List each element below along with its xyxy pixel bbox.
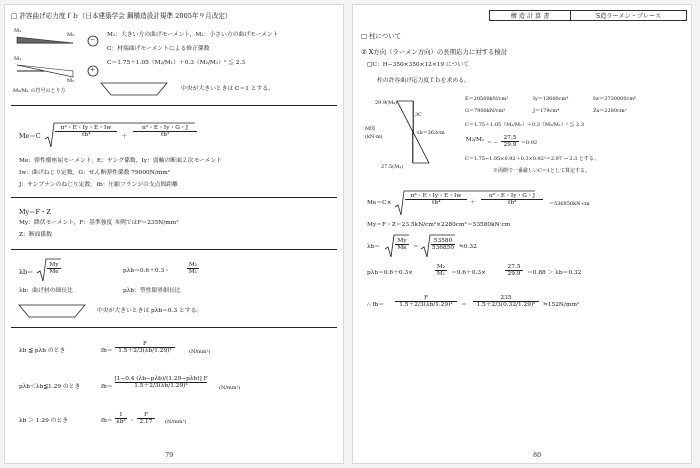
me-term2-den: ℓb² bbox=[160, 132, 170, 139]
section-heading-member: □C：H−350×350×12×19 について bbox=[367, 62, 469, 68]
me-term1-den: ℓb⁴ bbox=[81, 132, 91, 139]
me-def-1: Me：弾性横座屈モーメント，E：ヤング係数，Iy：弱軸の断面２次モーメント bbox=[19, 158, 222, 164]
diagram-m-label-2: (kN·m) bbox=[365, 134, 383, 140]
plambda-calc-den1: M₁ bbox=[436, 271, 446, 278]
lambda-b-def: λb：曲げ材の細長比 bbox=[19, 288, 73, 294]
header-cell-title: 構 造 計 算 書 bbox=[489, 10, 571, 21]
case1-num: F bbox=[142, 341, 148, 347]
ratio-frac bbox=[501, 135, 519, 148]
me-calc-term1-den: ℓb⁴ bbox=[431, 200, 441, 207]
prop-G: G＝7900kN/cm² bbox=[465, 108, 506, 114]
fb-calc-frac1 bbox=[395, 295, 457, 308]
case3-num2: F bbox=[143, 412, 149, 418]
me-term2 bbox=[133, 125, 197, 138]
me-lhs: Me＝C bbox=[19, 132, 41, 140]
lambda-calc-den2: 536850 bbox=[431, 245, 455, 252]
me-term1-num: π⁴・E・Iy・E・Iw bbox=[60, 125, 112, 131]
lambda-calc-frac1 bbox=[395, 238, 409, 251]
c-note: ※両側で一番厳しいC＝1として算定する。 bbox=[493, 168, 591, 174]
me-calc-lhs: Me＝C× bbox=[367, 200, 392, 206]
fb-calc-lhs: ∴ fb＝ bbox=[367, 302, 385, 308]
m-definition: M₁：大きい方の曲げモーメント，M₂：小さい方の曲げモーメント bbox=[107, 32, 279, 38]
my-equation: My＝F・Z bbox=[19, 208, 51, 216]
case2-num: [1−0.4 (λb−pλb)/(1.29−pλb)] F bbox=[114, 376, 208, 382]
prop-Iw: Iw＝3730000cm⁶ bbox=[593, 96, 637, 102]
m2-bot-label: M₂ bbox=[67, 78, 75, 84]
lambda-calc-result: ≒0.32 bbox=[459, 244, 477, 250]
case3-dot: ・ bbox=[129, 418, 135, 424]
fb-calc-num1: F bbox=[423, 295, 429, 301]
me-calc-term1-num: π⁴・E・Iy・E・Iw bbox=[410, 193, 462, 199]
lambda-b-den: Me bbox=[49, 269, 59, 276]
fb-calc-frac2 bbox=[473, 295, 539, 308]
intro-text: 柱の許容曲げ応力度ｆｂを求める。 bbox=[377, 78, 470, 84]
me-calc-result: ＝536850kN·cm bbox=[549, 201, 590, 207]
minus-sign: − bbox=[90, 37, 95, 43]
left-page-number: 79 bbox=[165, 451, 174, 459]
lambda-b-frac bbox=[47, 262, 61, 275]
m1-top-label: M₁ bbox=[14, 28, 22, 34]
m2-top-label: M₂ bbox=[67, 32, 75, 38]
c-calc-formula: C＝1.75＋1.05（M₂/M₁）＋0.3（M₂/M₁）² ≦ 2.3 bbox=[465, 122, 585, 128]
lambda-calc-num1: My bbox=[397, 238, 407, 244]
me-calc-plus: ＋ bbox=[470, 200, 476, 206]
divider-3 bbox=[11, 249, 337, 250]
left-page bbox=[4, 4, 344, 464]
ratio-lhs-text: M₂/M₁ bbox=[465, 137, 485, 143]
diagram-bottom-value: 27.5(M₁) bbox=[381, 164, 404, 170]
p-lambda-den: M₁ bbox=[188, 269, 198, 276]
case1-lhs: fb＝ bbox=[101, 348, 113, 354]
my-calc: My＝F・Z＝23.5kN/cm²×2280cm³＝53580kN·cm bbox=[367, 222, 511, 228]
trapezoid-moment-2 bbox=[19, 305, 89, 319]
c-definition: C：材端曲げモーメントによる修正係数 bbox=[107, 46, 210, 52]
case2-lhs: fb＝ bbox=[101, 384, 113, 390]
me-calc-term2 bbox=[481, 193, 543, 206]
section-heading-column: □ 柱について bbox=[361, 32, 401, 40]
m1-bot-label: M₁ bbox=[14, 56, 22, 62]
case3-frac2 bbox=[137, 412, 155, 425]
me-calc-term2-num: π²・E・Iy・G・J bbox=[488, 193, 536, 199]
case2-unit: (N/mm²) bbox=[219, 385, 241, 391]
me-calc-term1 bbox=[405, 193, 467, 206]
plus-sign: + bbox=[90, 67, 95, 73]
lambda-b-num: My bbox=[49, 262, 59, 268]
fb-calc-result: ≒152N/mm² bbox=[543, 302, 580, 308]
diagram-m-label-1: M図 bbox=[365, 126, 376, 132]
me-term2-num: π²・E・Iy・G・J bbox=[141, 125, 189, 131]
ratio-eq: ＝ − bbox=[487, 140, 498, 146]
p-lambda-b-eq: pλb＝0.6＋0.3・ bbox=[123, 268, 170, 274]
ratio-sign-caption: M₂/M₁ の符号のとり方 bbox=[13, 88, 66, 94]
prop-E: E＝20500kN/cm² bbox=[465, 96, 509, 102]
prop-J: J＝179cm⁴ bbox=[533, 108, 560, 114]
plambda-calc-num2: 27.5 bbox=[507, 264, 521, 270]
fb-calc-eq: ＝ bbox=[461, 302, 467, 308]
lambda-calc-num2: 53580 bbox=[433, 238, 453, 244]
case2-den: 1.5＋2/3(λb/1.29)² bbox=[134, 383, 188, 390]
ratio-value: ＝0.92 bbox=[521, 140, 538, 146]
divider-2 bbox=[11, 197, 337, 198]
lambda-calc-lhs: λb＝ bbox=[367, 244, 381, 250]
me-calc-term2-den: ℓb² bbox=[507, 200, 517, 207]
case3-unit: (N/mm²) bbox=[165, 419, 187, 425]
me-def-2: Iw：曲げねじり定数，G：せん断弾性係数 79000N/mm² bbox=[19, 170, 171, 176]
diagram-lb: ℓb＝363cm bbox=[417, 130, 445, 136]
right-page bbox=[352, 4, 692, 464]
c-result: C＝1.75−1.05×0.92＋0.3×0.92²＝2.97 → 2.3 とする。 bbox=[465, 156, 599, 162]
case2-condition: pλb＜λb≦1.29 のとき bbox=[19, 384, 81, 390]
me-def-3: J：サンブナンのねじり定数，ℓb：圧縮フランジの支点間距離 bbox=[19, 182, 178, 188]
z-definition: Z：断面係数 bbox=[19, 232, 53, 238]
diagram-column-mark: 3C bbox=[415, 112, 423, 118]
center-note-c1: 中央が大きいときは C＝1 とする。 bbox=[181, 86, 274, 92]
trapezoid-moment-1 bbox=[101, 83, 171, 97]
me-term1 bbox=[55, 125, 117, 138]
case3-frac1 bbox=[115, 412, 127, 425]
case3-num1: 1 bbox=[119, 412, 123, 418]
plambda-calc-den2: 29.9 bbox=[507, 271, 521, 278]
diagram-top-value: 29.9(M₂) bbox=[375, 100, 398, 106]
center-note-plambda: 中央が大きいときは pλb＝0.3 とする。 bbox=[97, 308, 203, 314]
sqrt-sign-me-calc bbox=[395, 191, 405, 217]
p-lambda-b-frac bbox=[187, 262, 199, 275]
c-formula: C＝1.75＋1.05（M₂/M₁）＋0.3（M₂/M₁）² ≦ 2.3 bbox=[107, 60, 246, 66]
section-heading-x-direction: ② X方向（ラーメン方向）の長期応力に対する検討 bbox=[361, 48, 508, 56]
lambda-calc-eq: ＝ bbox=[413, 244, 419, 250]
ratio-num: 27.5 bbox=[503, 135, 517, 141]
header-cell-type: S造ラーメン・ブレース bbox=[570, 10, 687, 21]
plambda-calc-num1: M₂ bbox=[436, 264, 446, 270]
prop-Zx: Zx＝2280cm³ bbox=[593, 108, 627, 114]
case2-frac bbox=[115, 376, 207, 389]
ratio-lhs bbox=[467, 137, 483, 143]
case3-lhs: fb＝ bbox=[101, 418, 113, 424]
sqrt-sign-me bbox=[45, 123, 55, 149]
lambda-b-lhs: λb＝ bbox=[19, 268, 34, 276]
case1-condition: λb ≦ pλb のとき bbox=[19, 348, 66, 354]
case1-frac bbox=[115, 341, 175, 354]
plambda-calc-result: ＝0.88 ＞ λb＝0.32 bbox=[527, 270, 582, 276]
case3-den2: 2.17 bbox=[139, 419, 153, 426]
prop-Iy: Iy＝13600cm⁴ bbox=[533, 96, 569, 102]
case1-den: 1.5＋2/3(λb/1.29)² bbox=[118, 348, 172, 355]
right-page-number: 80 bbox=[533, 451, 542, 459]
case3-condition: λb ＞ 1.29 のとき bbox=[19, 418, 69, 424]
lambda-calc-den1: Me bbox=[397, 245, 407, 252]
fb-calc-den1: 1.5＋2/3(λb/1.29)² bbox=[399, 302, 453, 309]
me-plus: ＋ bbox=[121, 132, 128, 140]
divider-1 bbox=[11, 105, 337, 106]
my-definition: My：降伏モーメント，F：基準強度 本例ではF＝235N/mm² bbox=[19, 220, 179, 226]
divider-4 bbox=[11, 327, 337, 328]
sign-figure bbox=[11, 27, 105, 99]
ratio-den: 29.9 bbox=[503, 142, 517, 149]
left-heading: □ 許容曲げ応力度ｆｂ（日本建築学会 鋼構造設計規準 2005年９月改定） bbox=[11, 12, 232, 20]
plambda-calc-mid: ＝0.6＋0.3× bbox=[451, 270, 486, 276]
case1-unit: (N/mm²) bbox=[189, 349, 211, 355]
plambda-calc-frac1 bbox=[435, 264, 447, 277]
plambda-calc-frac2 bbox=[505, 264, 523, 277]
lambda-calc-frac2 bbox=[431, 238, 455, 251]
case3-den1: λb² bbox=[116, 419, 126, 426]
plambda-calc-lhs: pλb＝0.6＋0.3× bbox=[367, 270, 413, 276]
fb-calc-num2: 235 bbox=[500, 295, 512, 301]
p-lambda-b-def: pλb：塑性限界細長比 bbox=[123, 288, 181, 294]
fb-calc-den2: 1.5＋2/3(0.32/1.29)² bbox=[476, 302, 536, 309]
p-lambda-num: M₂ bbox=[188, 262, 198, 268]
